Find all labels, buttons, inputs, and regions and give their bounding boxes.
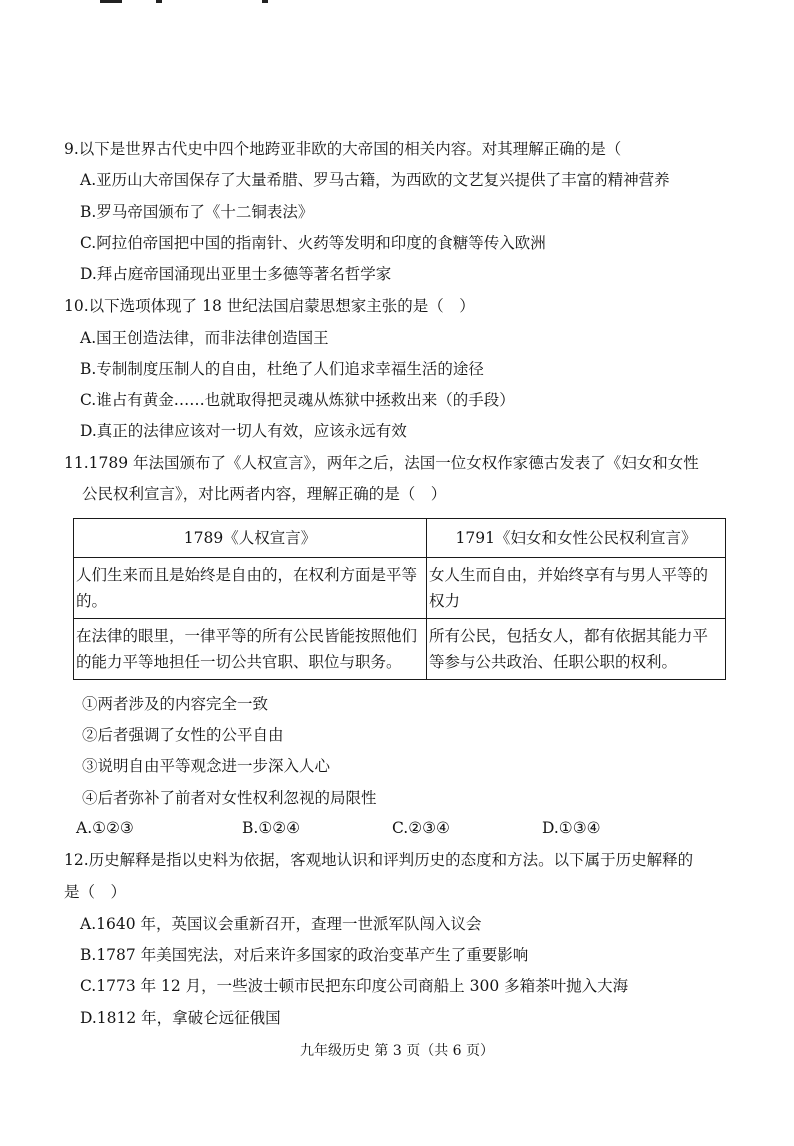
page-footer: 九年级历史 第 3 页（共 6 页） — [299, 1043, 495, 1059]
question-12-stem-line1: 12.历史解释是指以史料为依据，客观地认识和评判历史的态度和方法。以下属于历史解释的 — [64, 851, 694, 869]
table-row — [74, 619, 726, 680]
question-11-choice-d: D.①③④ — [542, 819, 601, 837]
question-12-option-a: A.1640 年，英国议会重新召开，查理一世派军队闯入议会 — [80, 915, 482, 933]
question-11-choice-c: C.②③④ — [392, 819, 450, 837]
question-11-choice-b: B.①②④ — [242, 819, 301, 837]
comparison-table — [73, 518, 726, 680]
question-10-option-b: B.专制制度压制人的自由，杜绝了人们追求幸福生活的途径 — [80, 360, 484, 378]
question-10-option-d: D.真正的法律应该对一切人有效，应该永远有效 — [80, 422, 407, 440]
question-9-option-b: B.罗马帝国颁布了《十二铜表法》 — [80, 203, 314, 221]
table-header-row — [74, 519, 726, 558]
question-12-option-b: B.1787 年美国宪法，对后来许多国家的政治变革产生了重要影响 — [80, 946, 529, 964]
question-12-option-c: C.1773 年 12 月，一些波士顿市民把东印度公司商船上 300 多箱茶叶抛入大海 — [80, 977, 629, 995]
question-9-option-d: D.拜占庭帝国涌现出亚里士多德等著名哲学家 — [80, 265, 392, 283]
scan-artifact — [100, 0, 300, 8]
question-11-choice-a: A.①②③ — [76, 819, 134, 837]
table-row — [74, 558, 726, 619]
question-10-option-c: C.谁占有黄金……也就取得把灵魂从炼狱中拯救出来（的手段） — [80, 391, 515, 409]
question-11-statement-3: ③说明自由平等观念进一步深入人心 — [82, 757, 331, 775]
question-12-option-d: D.1812 年，拿破仑远征俄国 — [80, 1009, 281, 1027]
table-cell: 女人生而自由，并始终享有与男人平等的权力 — [427, 558, 726, 619]
question-9-option-c: C.阿拉伯帝国把中国的指南针、火药等发明和印度的食糖等传入欧洲 — [80, 234, 546, 252]
table-header-cell: 1789《人权宣言》 — [74, 519, 427, 558]
question-10-option-a: A.国王创造法律，而非法律创造国王 — [80, 329, 329, 347]
question-11-statement-2: ②后者强调了女性的公平自由 — [82, 726, 284, 744]
question-11-stem-line1: 11.1789 年法国颁布了《人权宣言》，两年之后，法国一位女权作家德古发表了《妇女和女性 — [64, 454, 699, 472]
table-header-cell: 1791《妇女和女性公民权利宣言》 — [427, 519, 726, 558]
question-10-stem: 10.以下选项体现了 18 世纪法国启蒙思想家主张的是（ ） — [64, 297, 475, 315]
question-11-statement-4: ④后者弥补了前者对女性权利忽视的局限性 — [82, 789, 377, 807]
question-9-stem: 9.以下是世界古代史中四个地跨亚非欧的大帝国的相关内容。对其理解正确的是（ — [64, 140, 622, 158]
table-cell: 在法律的眼里，一律平等的所有公民皆能按照他们的能力平等地担任一切公共官职、职位与职务。 — [74, 619, 427, 680]
table-cell: 人们生来而且是始终是自由的，在权利方面是平等的。 — [74, 558, 427, 619]
question-11-statement-1: ①两者涉及的内容完全一致 — [82, 695, 269, 713]
question-12-stem-line2: 是（ ） — [64, 883, 127, 901]
question-9-option-a: A.亚历山大帝国保存了大量希腊、罗马古籍，为西欧的文艺复兴提供了丰富的精神营养 — [80, 171, 670, 189]
question-11-stem-line2: 公民权利宣言》，对比两者内容，理解正确的是（ ） — [82, 485, 447, 503]
table-cell: 所有公民，包括女人，都有依据其能力平等参与公共政治、任职公职的权利。 — [427, 619, 726, 680]
